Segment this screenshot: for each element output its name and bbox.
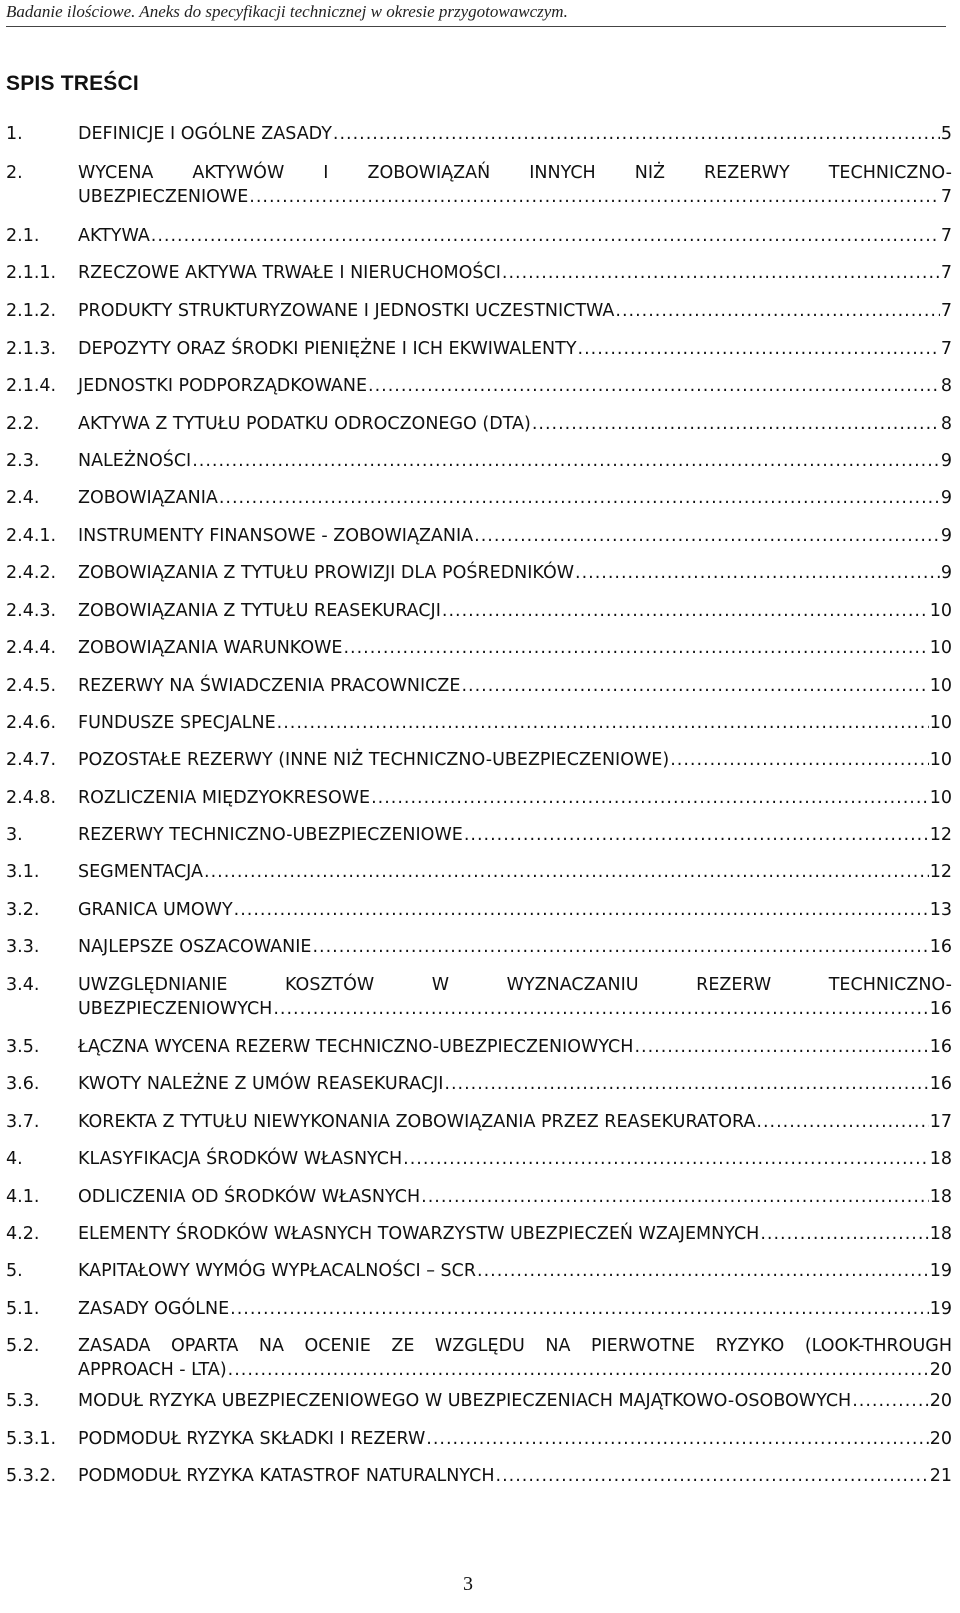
toc-entry-number: 2.1.4. — [6, 376, 57, 396]
toc-entry-page: 8 — [940, 414, 952, 434]
toc-entry-number: 5.2. — [6, 1336, 40, 1356]
toc-entry-number: 4.1. — [6, 1187, 40, 1207]
dot-leader — [277, 711, 929, 735]
dot-leader — [578, 337, 940, 361]
dot-leader — [249, 185, 940, 209]
dot-leader — [219, 486, 940, 510]
toc-entry-page: 18 — [929, 1224, 952, 1244]
toc-entry-number: 2.2. — [6, 414, 40, 434]
toc-entry-title: AKTYWA — [78, 226, 150, 246]
toc-entry-title: DEFINICJE I OGÓLNE ZASADY — [78, 124, 332, 144]
dot-leader — [760, 1222, 928, 1246]
toc-entry-number: 2.4. — [6, 488, 40, 508]
toc-entry-number: 3.6. — [6, 1074, 40, 1094]
toc-entry-title: MODUŁ RYZYKA UBEZPIECZENIOWEGO W UBEZPIECZENIACH MAJĄTKOWO-OSOBOWYCH — [78, 1391, 852, 1411]
toc-entry-page: 16 — [929, 1074, 952, 1094]
dot-leader — [371, 786, 929, 810]
dot-leader — [852, 1389, 929, 1413]
toc-entry-page: 16 — [929, 1037, 952, 1057]
toc-entry-number: 2.1.3. — [6, 339, 57, 359]
toc-entry-title: KWOTY NALEŻNE Z UMÓW REASEKURACJI — [78, 1074, 444, 1094]
toc-entry-page: 10 — [929, 638, 952, 658]
toc-entry-page: 9 — [940, 526, 952, 546]
dot-leader — [230, 1297, 929, 1321]
toc-entry-page: 17 — [929, 1112, 952, 1132]
toc-entry-number: 2.4.3. — [6, 601, 57, 621]
toc-entry-page: 7 — [940, 226, 952, 246]
toc-entry-number: 3.2. — [6, 900, 40, 920]
dot-leader — [333, 122, 940, 146]
toc-entry-title: PRODUKTY STRUKTURYZOWANE I JEDNOSTKI UCZESTNICTWA — [78, 301, 615, 321]
toc-entry-title: ELEMENTY ŚRODKÓW WŁASNYCH TOWARZYSTW UBEZPIECZEŃ WZAJEMNYCH — [78, 1224, 760, 1244]
dot-leader — [615, 299, 939, 323]
toc-entry-number: 3.7. — [6, 1112, 40, 1132]
toc-entry-title: JEDNOSTKI PODPORZĄDKOWANE — [78, 376, 368, 396]
dot-leader — [273, 997, 928, 1021]
dot-leader — [474, 524, 940, 548]
toc-entry-page: 7 — [940, 263, 952, 283]
toc-entry-number: 5. — [6, 1261, 23, 1281]
toc-entry-number: 2.1. — [6, 226, 40, 246]
toc-entry-title: UBEZPIECZENIOWYCH — [78, 999, 273, 1019]
dot-leader — [461, 674, 928, 698]
toc-entry-number: 2.4.2. — [6, 563, 57, 583]
toc-entry-page: 20 — [929, 1391, 952, 1411]
toc-entry-page: 20 — [929, 1429, 952, 1449]
toc-entry-number: 4. — [6, 1149, 23, 1169]
toc-entry-title: ODLICZENIA OD ŚRODKÓW WŁASNYCH — [78, 1187, 421, 1207]
toc-entry-number: 5.3.1. — [6, 1429, 57, 1449]
dot-leader — [670, 748, 929, 772]
toc-entry-page: 20 — [929, 1360, 952, 1380]
toc-entry-number: 5.3.2. — [6, 1466, 57, 1486]
toc-entry-title: UWZGLĘDNIANIE KOSZTÓW W WYZNACZANIU REZERW TECHNICZNO- — [78, 975, 952, 995]
toc-entry-number: 3. — [6, 825, 23, 845]
toc-entry-title: KLASYFIKACJA ŚRODKÓW WŁASNYCH — [78, 1149, 403, 1169]
toc-entry-page: 21 — [929, 1466, 952, 1486]
toc-entry-title: APPROACH - LTA) — [78, 1360, 227, 1380]
toc-entry-title: PODMODUŁ RYZYKA SKŁADKI I REZERW — [78, 1429, 426, 1449]
toc-entry-page: 12 — [929, 825, 952, 845]
toc-entry-title: ZOBOWIĄZANIA — [78, 488, 218, 508]
dot-leader — [421, 1185, 929, 1209]
toc-entry-title: ZASADA OPARTA NA OCENIE ZE WZGLĘDU NA PIERWOTNE RYZYKO (LOOK-THROUGH — [78, 1336, 952, 1356]
toc-entry-title: NAJLEPSZE OSZACOWANIE — [78, 937, 312, 957]
toc-entry-page: 7 — [940, 339, 952, 359]
dot-leader — [575, 561, 940, 585]
dot-leader — [442, 599, 929, 623]
dot-leader — [756, 1110, 928, 1134]
toc-entry-title: WYCENA AKTYWÓW I ZOBOWIĄZAŃ INNYCH NIŻ REZERWY TECHNICZNO- — [78, 163, 952, 183]
dot-leader — [496, 1464, 929, 1488]
toc-entry-title: ZASADY OGÓLNE — [78, 1299, 230, 1319]
toc-entry-title: ZOBOWIĄZANIA WARUNKOWE — [78, 638, 343, 658]
toc-entry-page: 16 — [929, 999, 952, 1019]
toc-entry-title: REZERWY NA ŚWIADCZENIA PRACOWNICZE — [78, 676, 461, 696]
toc-entry-title: ROZLICZENIA MIĘDZYOKRESOWE — [78, 788, 371, 808]
toc-entry-number: 3.4. — [6, 975, 40, 995]
dot-leader — [228, 1358, 929, 1382]
toc-entry-number: 2.4.7. — [6, 750, 57, 770]
toc-entry-number: 2.4.6. — [6, 713, 57, 733]
toc-entry-number: 1. — [6, 124, 23, 144]
toc-entry-page: 5 — [940, 124, 952, 144]
dot-leader — [502, 261, 940, 285]
toc-title: SPIS TREŚCI — [6, 72, 139, 95]
toc-entry-title: KAPITAŁOWY WYMÓG WYPŁACALNOŚCI – SCR — [78, 1261, 477, 1281]
dot-leader — [464, 823, 929, 847]
toc-entry-page: 10 — [929, 676, 952, 696]
dot-leader — [368, 374, 940, 398]
toc-entry-title: RZECZOWE AKTYWA TRWAŁE I NIERUCHOMOŚCI — [78, 263, 501, 283]
dot-leader — [234, 898, 929, 922]
toc-entry-number: 2.4.8. — [6, 788, 57, 808]
dot-leader — [403, 1147, 929, 1171]
toc-entry-page: 16 — [929, 937, 952, 957]
toc-entry-number: 3.1. — [6, 862, 40, 882]
toc-entry-number: 3.3. — [6, 937, 40, 957]
toc-entry-title: AKTYWA Z TYTUŁU PODATKU ODROCZONEGO (DTA) — [78, 414, 531, 434]
toc-entry-page: 7 — [940, 301, 952, 321]
page-number: 3 — [463, 1573, 473, 1595]
toc-entry-page: 13 — [929, 900, 952, 920]
toc-entry-number: 2.4.4. — [6, 638, 57, 658]
toc-entry-number: 4.2. — [6, 1224, 40, 1244]
toc-entry-title: NALEŻNOŚCI — [78, 451, 192, 471]
toc-entry-number: 2.4.5. — [6, 676, 57, 696]
dot-leader — [343, 636, 928, 660]
dot-leader — [151, 224, 940, 248]
running-header: Badanie ilościowe. Aneks do specyfikacji technicznej w okresie przygotowawczym. — [6, 2, 946, 27]
toc-entry-number: 2.3. — [6, 451, 40, 471]
toc-entry-title: KOREKTA Z TYTUŁU NIEWYKONANIA ZOBOWIĄZANIA PRZEZ REASEKURATORA — [78, 1112, 756, 1132]
toc-entry-number: 5.3. — [6, 1391, 40, 1411]
dot-leader — [426, 1427, 928, 1451]
toc-entry-title: INSTRUMENTY FINANSOWE - ZOBOWIĄZANIA — [78, 526, 474, 546]
toc-entry-page: 7 — [940, 187, 952, 207]
toc-entry-page: 10 — [929, 713, 952, 733]
toc-entry-page: 12 — [929, 862, 952, 882]
toc-entry-number: 2.1.2. — [6, 301, 57, 321]
dot-leader — [532, 412, 940, 436]
toc-entry-title: ZOBOWIĄZANIA Z TYTUŁU REASEKURACJI — [78, 601, 441, 621]
dot-leader — [477, 1259, 929, 1283]
toc-entry-number: 2.1.1. — [6, 263, 57, 283]
toc-entry-page: 18 — [929, 1149, 952, 1169]
toc-entry-title: PODMODUŁ RYZYKA KATASTROF NATURALNYCH — [78, 1466, 495, 1486]
toc-entry-page: 10 — [929, 601, 952, 621]
toc-entry-title: FUNDUSZE SPECJALNE — [78, 713, 276, 733]
toc-entry-title: POZOSTAŁE REZERWY (INNE NIŻ TECHNICZNO-UBEZPIECZENIOWE) — [78, 750, 670, 770]
toc-entry-page: 9 — [940, 563, 952, 583]
dot-leader — [634, 1035, 928, 1059]
toc-entry-title: UBEZPIECZENIOWE — [78, 187, 249, 207]
toc-entry-number: 2.4.1. — [6, 526, 57, 546]
toc-entry-number: 5.1. — [6, 1299, 40, 1319]
toc-entry-number: 3.5. — [6, 1037, 40, 1057]
toc-entry-title: ŁĄCZNA WYCENA REZERW TECHNICZNO-UBEZPIECZENIOWYCH — [78, 1037, 634, 1057]
toc-entry-title: SEGMENTACJA — [78, 862, 204, 882]
toc-entry-page: 10 — [929, 788, 952, 808]
dot-leader — [192, 449, 940, 473]
toc-entry-number: 2. — [6, 163, 23, 183]
toc-entry-title: GRANICA UMOWY — [78, 900, 233, 920]
toc-entry-page: 18 — [929, 1187, 952, 1207]
toc-entry-page: 10 — [929, 750, 952, 770]
dot-leader — [204, 860, 929, 884]
toc-entry-page: 9 — [940, 488, 952, 508]
toc-entry-title: DEPOZYTY ORAZ ŚRODKI PIENIĘŻNE I ICH EKWIWALENTY — [78, 339, 577, 359]
dot-leader — [312, 935, 928, 959]
toc-entry-page: 19 — [929, 1299, 952, 1319]
toc-entry-page: 19 — [929, 1261, 952, 1281]
toc-entry-page: 8 — [940, 376, 952, 396]
toc-entry-title: ZOBOWIĄZANIA Z TYTUŁU PROWIZJI DLA POŚREDNIKÓW — [78, 563, 575, 583]
dot-leader — [444, 1072, 928, 1096]
toc-entry-title: REZERWY TECHNICZNO-UBEZPIECZENIOWE — [78, 825, 463, 845]
toc-entry-page: 9 — [940, 451, 952, 471]
